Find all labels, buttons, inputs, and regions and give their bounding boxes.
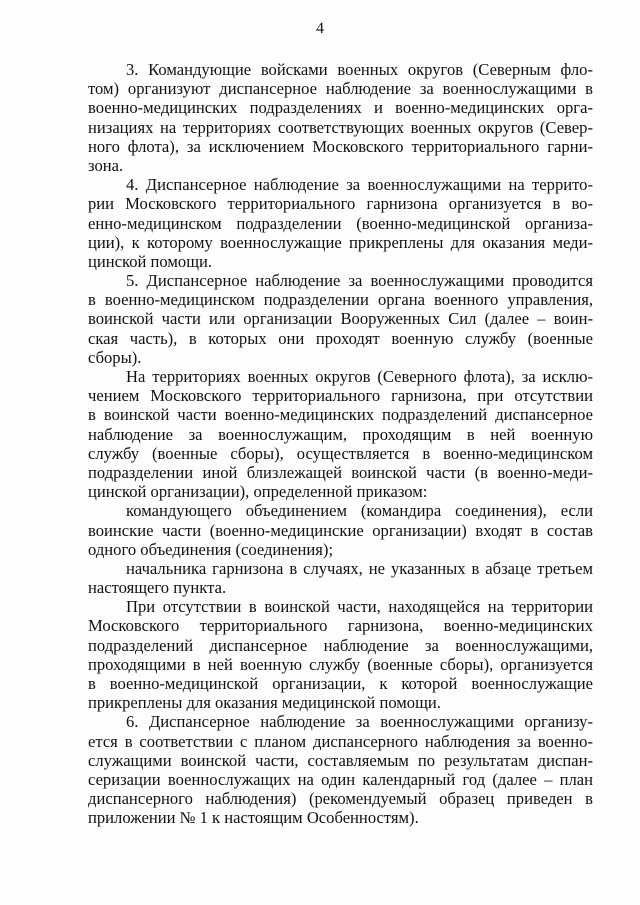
text-line: воинские части (военно-медицинские организации) входят в состав (88, 520, 593, 540)
text-line: 3. Командующие войсками военных округов (Северным фло- (126, 60, 593, 79)
text-line: командующего объединением (командира соединения), если (126, 501, 593, 521)
paragraph (88, 597, 593, 712)
paragraph (88, 60, 593, 175)
text-line: рии Московского территориального гарнизона организуется в во- (88, 194, 593, 214)
paragraph (88, 175, 593, 271)
text-line: На территориях военных округов (Северного флота), за исклю- (126, 367, 593, 386)
text-line: настоящего пункта. (88, 578, 227, 598)
text-line: цинской организации), определенной приказом: (88, 482, 428, 502)
text-line: проходящими в ней военную службу (военные сборы), организуется (88, 654, 593, 674)
text-line: том) организуют диспансерное наблюдение за военнослужащими в (88, 79, 593, 99)
text-line: начальника гарнизона в случаях, не указанных в абзаце третьем (126, 558, 593, 578)
text-line: ская часть), в которых они проходят военную службу (военные (88, 328, 593, 348)
text-line: воинской части или организации Вооруженных Сил (далее – воин- (88, 309, 593, 329)
page-number: 4 (316, 20, 324, 37)
text-line: енно-медицинском подразделении (военно-медицинской организа- (88, 213, 593, 233)
text-line: 6. Диспансерное наблюдение за военнослужащими организу- (126, 712, 593, 732)
text-line: приложении № 1 к настоящим Особенностям). (88, 808, 419, 828)
document-body (88, 60, 593, 828)
text-line: службу (военные сборы), осуществляется в военно-медицинском (88, 443, 593, 463)
text-line: в воинской части военно-медицинских подразделений диспансерное (88, 405, 593, 425)
text-line: При отсутствии в воинской части, находящейся на территории (126, 597, 593, 617)
paragraph (88, 501, 593, 559)
text-line: серизации военнослужащих на один календарный год (далее – план (88, 769, 593, 789)
text-line: чением Московского территориального гарнизона, при отсутствии (88, 386, 593, 406)
text-line: цинской помощи. (88, 251, 213, 271)
text-line: военно-медицинских подразделениях и военно-медицинских орга- (88, 98, 593, 118)
text-line: подразделений диспансерное наблюдение за военнослужащими, (88, 635, 593, 655)
text-line: подразделении иной близлежащей воинской части (в военно-меди- (88, 462, 593, 482)
text-line: сборы). (88, 347, 142, 367)
paragraph (88, 559, 593, 597)
text-line: диспансерного наблюдения) (рекомендуемый образец приведен в (88, 789, 593, 809)
text-line: в военно-медицинской организации, к которой военнослужащие (88, 674, 593, 693)
text-line: зона. (88, 155, 124, 175)
text-line: в военно-медицинском подразделении органа военного управления, (88, 290, 593, 310)
text-line: Московского территориального гарнизона, военно-медицинских (88, 616, 593, 636)
text-line: 4. Диспансерное наблюдение за военнослужащими на террито- (126, 175, 593, 195)
paragraph (88, 271, 593, 367)
text-line: 5. Диспансерное наблюдение за военнослужащими проводится (126, 271, 593, 291)
text-line: низациях на территориях соответствующих военных округов (Север- (88, 117, 593, 137)
text-line: ции), к которому военнослужащие прикреплены для оказания меди- (88, 232, 593, 252)
paragraph (88, 367, 593, 501)
text-line: наблюдение за военнослужащим, проходящим в ней военную (88, 424, 593, 444)
text-line: прикреплены для оказания медицинской помощи. (88, 693, 441, 713)
paragraph (88, 712, 593, 827)
text-line: ного флота), за исключением Московского территориального гарни- (88, 136, 593, 156)
text-line: ется в соответствии с планом диспансерного наблюдения за военно- (88, 731, 593, 751)
text-line: одного объединения (соединения); (88, 539, 334, 559)
text-line: служащими воинской части, составляемым по результатам диспан- (88, 750, 593, 770)
